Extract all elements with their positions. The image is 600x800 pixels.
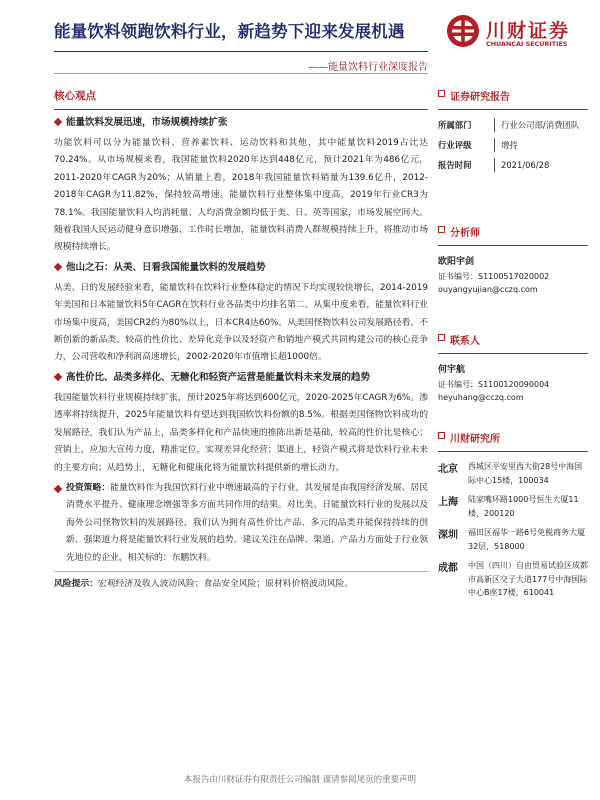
core-view-divider [54,109,428,110]
date-row: 报告时间 2021/06/28 [438,158,588,172]
page-footer: 本报告由川财证券有限责任公司编制 谨请参阅尾页的重要声明 [183,775,417,785]
investment-strategy [54,480,428,567]
report-title: 能量饮料领跑饮料行业，新趋势下迎来发展机遇 [54,22,405,41]
title-divider [54,51,428,52]
analyst-name: 欧阳宇剑 [438,257,475,267]
section-text-1: 功能饮料可以分为能量饮料、营养素饮料、运动饮料和其他，其中能量饮料2019占比达70.24%。从市场规模来看，我国能量饮料2020年达到448亿元，预计2021年为486亿元，2011-2020年CAGR为20%；从销量上看，2018年我国能量饮料销量为139.6亿升，2012-2018年CAGR为11.82%，保持较高增速。能量饮料行业整体集中度高，2019年行业CR3为78.1%。我国能量饮料人均消耗量、人均消费金额均低于美、日、英等国家，市场发展空间大。随着我国人民运动健身意识增强、工作时长增加，能量饮料消费人群规模持续上升，将推动市场规模持续增长。 [54,138,428,253]
page-header [0,0,600,80]
risk-warning [54,571,428,592]
main-content [54,88,428,592]
core-view-heading: 核心观点 [54,90,96,102]
risk-label: 风险提示： [54,578,98,589]
contact-divider [438,353,588,354]
report-subtitle: ——能量饮料行业深度报告 [308,62,428,73]
rating-row: 行业评级 增持 [438,138,588,152]
logo-mark-icon [446,14,480,48]
analyst-cert: 证书编号：S1100517020002 [438,272,550,281]
diamond-bullet-icon [54,263,62,271]
contact-email: heyuhang@cczq.com [438,393,524,402]
company-logo [446,14,596,54]
section-title-1: 能量饮料发展迅速，市场规模持续扩张 [54,116,428,130]
section-title-3: 高性价比、品类多样化、无糖化和轻资产运营是能量饮料未来发展的趋势 [54,371,428,385]
square-bullet-icon [438,226,445,233]
analyst-email: ouyangyujian@cczq.com [438,285,538,294]
department-row: 所属部门 行业公司部/消费团队 [438,118,588,132]
logo-chinese-text: 川财证券 [486,20,571,42]
sidebar-divider [438,109,588,110]
institute-heading: 川财研究所 [438,430,588,445]
section-text-3: 我国能量饮料行业规模持续扩张，预计2025年将达到600亿元，2020-2025年CAGR为6%。渗透率将持续提升，2025年能量饮料有望达到我国软饮料份额的8.5%。根据美国怪物饮料成功的发展路径，我们认为产品上，品类多样化和产品快速的推陈出新是基础，较高的性价比是核心；营销上，应加大宣传力度，精准定位，实现差异化经营；渠道上，轻资产模式将是饮料行业未来的主要方向；从趋势上，无糖化和健康化将为能量饮料提供新的增长动力。 [54,392,428,473]
office-shanghai: 上海 陆家嘴环路1000号恒生大厦11楼，200120 [438,495,579,518]
square-bullet-icon [438,432,445,439]
risk-text: 宏观经济及收入波动风险；食品安全风险；原材料价格波动风险。 [98,578,354,589]
contact-cert: 证书编号：S1100120090004 [438,380,550,389]
square-bullet-icon [438,334,445,341]
logo-english-text: CHUANCAI SECURITIES [486,40,568,48]
report-type-heading: 证券研究报告 [438,88,588,103]
contact-name: 何宇航 [438,365,466,375]
square-bullet-icon [438,90,445,97]
diamond-bullet-icon [54,373,62,381]
section-text-2: 从美、日的发展经验来看，能量饮料在饮料行业整体稳定的情况下均实现较快增长，2014-2019年美国和日本能量饮料5年CAGR在饮料行业各品类中均排名第二。从集中度来看，能量饮料行业市场集中度高，美国CR2约为80%以上，日本CR4达60%。从美国怪物饮料公司发展路径看，不断创新的新品类、较高的性价比、差异化竞争以及轻资产和销地产模式共同构建公司的核心竞争力，公司营收和净利润高速增长，2002-2020年市值增长超1000倍。 [54,282,428,363]
diamond-bullet-icon [54,485,62,493]
subtitle-divider [54,73,428,74]
strategy-text: 能量饮料作为我国饮料行业中增速最高的子行业，其发展是由我国经济发展、居民消费水平提升、健康理念增强等多方面共同作用的结果。对比美、日能量饮料行业的发展以及海外公司怪物饮料的发展路径，我们认为拥有高性价比产品、多元的品类并能保持持续的创新、强渠道力将是能量饮料行业发展的趋势。建议关注在品牌、渠道、产品力方面处于行业领先地位的企业，相关标的：东鹏饮料。 [66,482,428,563]
strategy-label: 投资策略： [66,482,111,493]
office-shenzhen: 深圳 福田区福华一路6号免税商务大厦32层，518000 [438,528,586,551]
office-chengdu: 成都 中国（四川）自由贸易试验区成都市高新区交子大道177号中海国际中心B座17楼，610041 [438,561,588,597]
office-beijing: 北京 西城区平安里西大街28号中海国际中心15楼，100034 [438,462,583,485]
diamond-bullet-icon [54,118,62,126]
analyst-divider [438,245,588,246]
sidebar [438,88,588,606]
institute-divider [438,451,588,452]
analyst-heading: 分析师 [438,224,588,239]
contact-heading: 联系人 [438,332,588,347]
section-title-2: 他山之石：从美、日看我国能量饮料的发展趋势 [54,261,428,275]
